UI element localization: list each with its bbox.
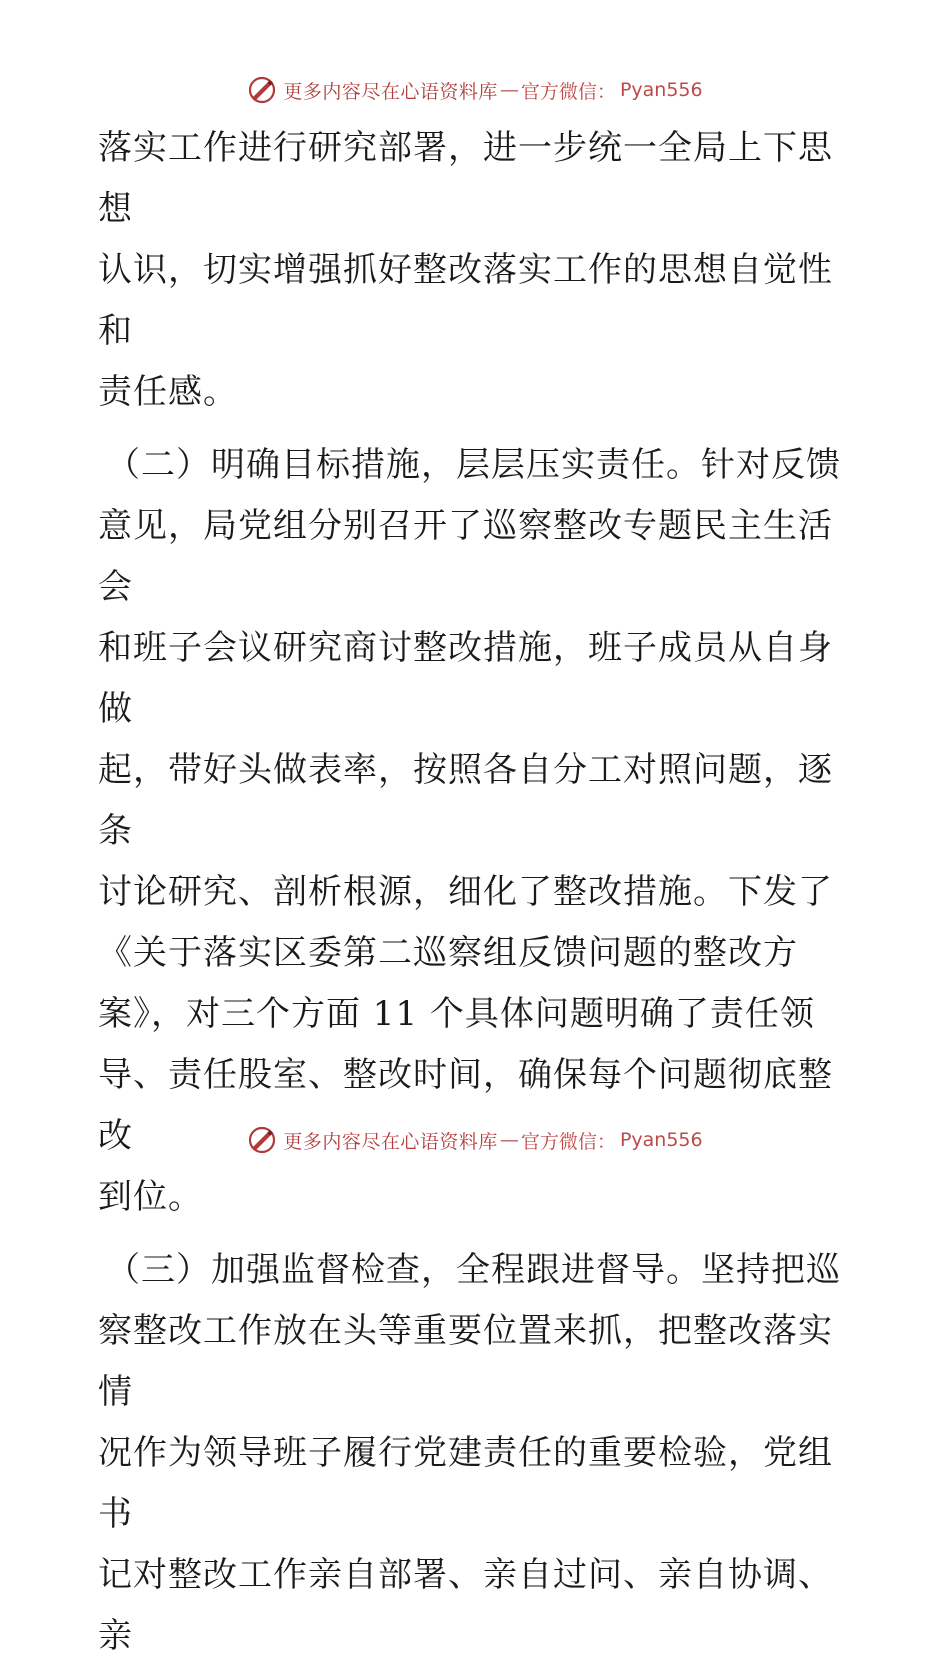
footer-watermark (0, 1122, 950, 1158)
paragraph-section-three: （三）加强监督检查，全程跟进督导。坚持把巡 察整改工作放在头等重要位置来抓，把整改落实情 况作为领导班子履行党建责任的重要检验，党组书 记对整改工作亲自部署、亲自过问、亲自协调、亲 (98, 1250, 841, 1656)
document-body (98, 118, 850, 1667)
paragraph-continuation: 落实工作进行研究部署，进一步统一全局上下思想 认识，切实增强抓好整改落实工作的思想自觉性和 责任感。 (98, 128, 833, 412)
pen-circle-logo-icon (247, 75, 277, 105)
pen-circle-logo-icon (247, 1125, 277, 1155)
watermark-dash: — (499, 79, 519, 101)
watermark-id: Pyan556 (619, 79, 703, 101)
watermark-dash: — (499, 1129, 519, 1151)
watermark-label: 官方微信： (520, 1130, 616, 1153)
watermark-site-text: 更多内容尽在心语资料库 (283, 1130, 498, 1153)
watermark-id: Pyan556 (619, 1129, 703, 1151)
watermark-label: 官方微信： (520, 80, 616, 103)
header-watermark (0, 72, 950, 108)
watermark-site-text: 更多内容尽在心语资料库 (283, 80, 498, 103)
paragraph-section-two: （二）明确目标措施，层层压实责任。针对反馈 意见，局党组分别召开了巡察整改专题民主生活会 和班子会议研究商讨整改措施，班子成员从自身做 起，带好头做表率，按照各自分工对照问题，逐条 讨论研究、剖析根源，细化了整改措施。下发了 《关于落实区委第二巡察组反馈问题的整改方 案》，对三个方面 11 个具体问题明确了责任领 导、责任股室、整改时间，确保每个问题彻底整改 到位。 (98, 445, 841, 1217)
